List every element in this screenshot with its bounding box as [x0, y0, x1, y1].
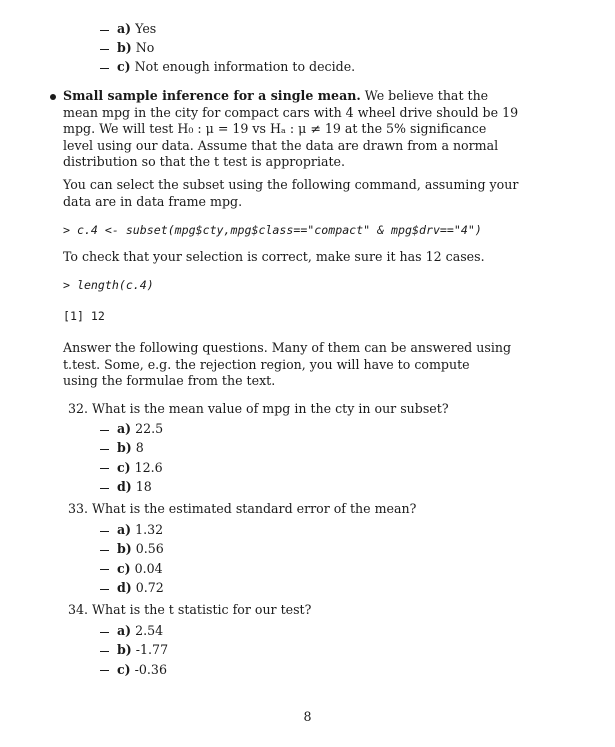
dash-marker	[100, 68, 109, 69]
q33-option-a: a) 1.32	[117, 522, 164, 537]
q32-option-b: b) 8	[117, 440, 144, 455]
dash-marker	[100, 632, 109, 633]
q34-option-b: b) -1.77	[117, 642, 169, 657]
dash-marker	[100, 670, 109, 671]
dash-marker	[100, 651, 109, 652]
page-number: 8	[303, 709, 312, 724]
option-c: c) Not enough information to decide.	[117, 59, 356, 74]
dash-marker	[100, 49, 109, 50]
dash-marker	[100, 569, 109, 570]
dash-marker	[100, 488, 109, 489]
dash-marker	[100, 430, 109, 431]
section-intro: Small sample inference for a single mean. We believe that the mean mpg in the city for compact cars with 4 wheel drive should be 19 mpg. We will test H₀ : μ = 19 vs Hₐ : μ ≠ 19 at the 5% significance level using our data. Assume that the data are drawn from a normal distribution so that the t test is appropriate.	[63, 88, 519, 170]
q34-option-c: c) -0.36	[117, 662, 167, 677]
q33-option-d: d) 0.72	[117, 580, 164, 595]
dash-marker	[100, 30, 109, 31]
code-subset: > c.4 <- subset(mpg$cty,mpg$class=="compact" & mpg$drv=="4")	[63, 223, 482, 237]
subset-instructions: You can select the subset using the following command, assuming your data are in data frame mpg.	[63, 177, 519, 209]
dash-marker	[100, 449, 109, 450]
dash-marker	[100, 468, 109, 469]
dash-marker	[100, 550, 109, 551]
q33-option-b: b) 0.56	[117, 541, 164, 556]
check-text: To check that your selection is correct, make sure it has 12 cases.	[63, 249, 485, 264]
q32-option-c: c) 12.6	[117, 460, 163, 475]
answer-instructions: Answer the following questions. Many of them can be answered using t.test. Some, e.g. the rejection region, you will have to compute using the formulae from the text.	[63, 340, 512, 389]
option-b: b) No	[117, 40, 155, 55]
bullet-icon	[50, 94, 56, 100]
dash-marker	[100, 589, 109, 590]
dash-marker	[100, 531, 109, 532]
section-heading: Small sample inference for a single mean.	[63, 88, 361, 103]
q33-option-c: c) 0.04	[117, 561, 163, 576]
q34-option-a: a) 2.54	[117, 623, 164, 638]
code-length: > length(c.4)	[63, 278, 154, 292]
question-34: 34. What is the t statistic for our test?	[68, 602, 312, 617]
q32-option-d: d) 18	[117, 479, 152, 494]
q32-option-a: a) 22.5	[117, 421, 164, 436]
question-32: 32. What is the mean value of mpg in the cty in our subset?	[68, 401, 449, 416]
option-a: a) Yes	[117, 21, 157, 36]
question-33: 33. What is the estimated standard error of the mean?	[68, 501, 417, 516]
code-output: [1] 12	[63, 309, 105, 323]
